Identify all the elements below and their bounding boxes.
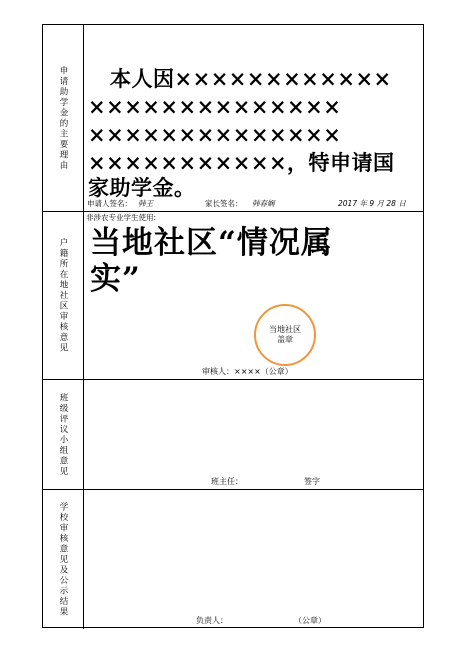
- application-form: [42, 24, 424, 628]
- parent-signature-label: 家长签名：: [205, 199, 243, 208]
- community-seal: [254, 304, 316, 366]
- reason-content: [84, 25, 423, 211]
- community-label-cell: [43, 212, 84, 379]
- school-stamp-label: （公章）: [294, 616, 326, 625]
- reason-line-1: 本人因××××××××××××: [110, 66, 392, 91]
- community-label: 户籍所在地社区审核意见: [58, 237, 68, 354]
- class-content: [84, 380, 423, 489]
- applicant-signature-label: 申请人签名：: [87, 199, 132, 208]
- application-date: 2017 年 9 月 28 日: [338, 199, 406, 208]
- reason-line-2: ××××××××××××××: [88, 94, 342, 119]
- class-review-section: [43, 380, 423, 490]
- community-reviewer: 审核人：××××（公章）: [202, 367, 293, 376]
- head-teacher-label: 班主任：: [211, 477, 243, 486]
- community-opinion-line-2: 实”: [90, 261, 141, 297]
- school-content: [84, 490, 423, 629]
- community-opinion-line-1: 当地社区“情况属: [90, 225, 333, 261]
- community-content: [84, 212, 423, 379]
- reason-label-cell: [43, 25, 84, 211]
- class-label: 班级评议小组意见: [58, 392, 68, 477]
- seal-text: 当地社区盖章: [269, 325, 301, 344]
- parent-signature: 韩春娴: [252, 199, 275, 208]
- reason-line-3: ××××××××××××××: [88, 122, 342, 147]
- non-agri-note: 非涉农专业学生使用:: [86, 213, 157, 222]
- reason-line-5: 家助学金。: [88, 175, 196, 200]
- reason-line-4: ×××××××××××，特申请国: [88, 150, 395, 175]
- teacher-sign-label: 签字: [304, 477, 320, 486]
- responsible-person-label: 负责人：: [196, 616, 228, 625]
- community-review-section: [43, 212, 423, 380]
- applicant-signature: 韩王: [138, 199, 153, 208]
- reason-label: 申请助学金的主要理由: [58, 65, 68, 171]
- school-label-cell: [43, 490, 84, 629]
- class-label-cell: [43, 380, 84, 489]
- school-review-section: [43, 490, 423, 629]
- school-label: 学校审核意见及公示结果: [58, 501, 68, 618]
- reason-section: [43, 25, 423, 212]
